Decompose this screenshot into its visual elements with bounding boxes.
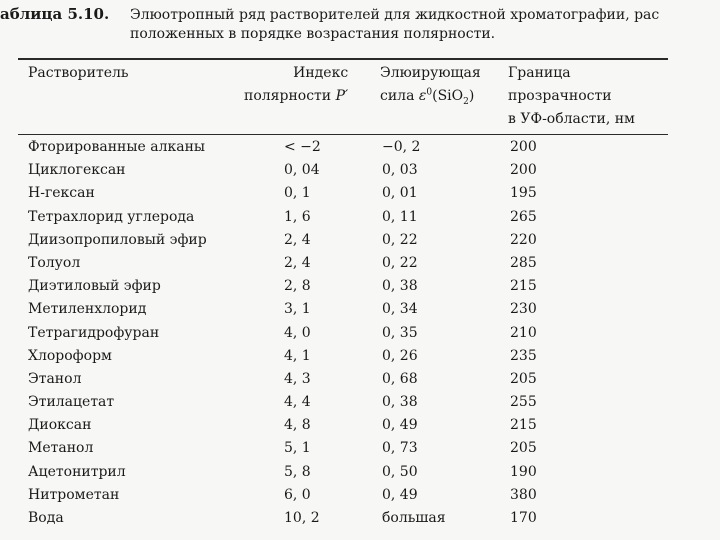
table-row xyxy=(0,136,720,159)
header-index-line2 xyxy=(244,85,348,108)
header-index-symbol: P′ xyxy=(335,88,349,104)
polarity-index-cell: 4, 4 xyxy=(284,394,311,411)
solvent-name-cell: Фторированные алканы xyxy=(28,139,206,155)
table-row xyxy=(0,368,720,391)
polarity-index-cell: 1, 6 xyxy=(284,208,311,225)
polarity-index-cell: 0, 1 xyxy=(284,185,311,202)
polarity-index-cell: 0, 04 xyxy=(284,162,320,179)
header-limit-line1: Граница xyxy=(508,65,571,81)
solvent-name-cell: Вода xyxy=(28,510,64,526)
polarity-index-cell: 6, 0 xyxy=(284,486,311,503)
table-top-rule xyxy=(18,58,668,60)
uv-cutoff-cell: 285 xyxy=(510,254,537,271)
table-row xyxy=(0,159,720,182)
eluent-strength-cell: 0, 34 xyxy=(382,301,418,318)
table-body xyxy=(0,136,720,530)
uv-cutoff-cell: 380 xyxy=(510,486,537,503)
solvent-name-cell: Н-гексан xyxy=(28,185,95,202)
table-row xyxy=(0,391,720,414)
polarity-index-cell: 2, 4 xyxy=(284,254,311,271)
header-eluent-symbol: ε xyxy=(418,88,427,104)
uv-cutoff-cell: 265 xyxy=(510,208,537,225)
header-eluent-sub: 2 xyxy=(463,96,469,107)
header-eluent-sup: 0 xyxy=(426,87,433,98)
header-eluent-strength xyxy=(380,62,481,108)
header-limit-line2: прозрачности xyxy=(508,88,612,104)
header-eluent-word: сила xyxy=(380,88,415,104)
table-row xyxy=(0,507,720,530)
polarity-index-cell: < −2 xyxy=(284,139,321,155)
header-solvent-label: Растворитель xyxy=(28,65,129,81)
solvent-name-cell: Этилацетат xyxy=(28,394,115,411)
table-row xyxy=(0,484,720,507)
polarity-index-cell: 5, 8 xyxy=(284,463,311,480)
uv-cutoff-cell: 220 xyxy=(510,231,537,248)
solvent-name-cell: Этанол xyxy=(28,370,82,387)
eluent-strength-cell: 0, 73 xyxy=(382,440,418,457)
solvent-name-cell: Тетрахлорид углерода xyxy=(28,208,195,225)
polarity-index-cell: 2, 8 xyxy=(284,278,311,295)
eluent-strength-cell: 0, 01 xyxy=(382,185,418,202)
solvent-name-cell: Толуол xyxy=(28,254,81,271)
eluent-strength-cell: 0, 35 xyxy=(382,324,418,341)
eluent-strength-cell: −0, 2 xyxy=(382,139,421,155)
table-row xyxy=(0,275,720,298)
uv-cutoff-cell: 200 xyxy=(510,162,537,179)
polarity-index-cell: 5, 1 xyxy=(284,440,311,457)
header-eluent-close: ) xyxy=(468,88,475,104)
solvent-name-cell: Циклогексан xyxy=(28,162,126,179)
eluent-strength-cell: большая xyxy=(382,510,446,526)
uv-cutoff-cell: 170 xyxy=(510,510,537,526)
solvent-name-cell: Ацетонитрил xyxy=(28,463,126,480)
solvent-name-cell: Диизопропиловый эфир xyxy=(28,231,207,248)
table-row xyxy=(0,322,720,345)
eluent-strength-cell: 0, 49 xyxy=(382,486,418,503)
table-caption xyxy=(0,4,720,44)
caption-line-2 xyxy=(0,24,720,44)
table-row xyxy=(0,437,720,460)
header-eluent-line2 xyxy=(380,85,481,108)
caption-text-1: Элюотропный ряд растворителей для жидкостной хроматографии, рас xyxy=(130,7,660,23)
eluent-strength-cell: 0, 38 xyxy=(382,278,418,295)
uv-cutoff-cell: 255 xyxy=(510,394,537,411)
eluent-strength-cell: 0, 26 xyxy=(382,347,418,364)
solvent-name-cell: Тетрагидрофуран xyxy=(28,324,160,341)
table-row xyxy=(0,345,720,368)
header-uv-limit xyxy=(508,62,635,131)
solvent-name-cell: Диоксан xyxy=(28,417,92,434)
solvent-name-cell: Метанол xyxy=(28,440,94,457)
uv-cutoff-cell: 200 xyxy=(510,139,537,155)
eluent-strength-cell: 0, 22 xyxy=(382,254,418,271)
solvent-name-cell: Диэтиловый эфир xyxy=(28,278,161,295)
eluent-strength-cell: 0, 68 xyxy=(382,370,418,387)
table-row xyxy=(0,206,720,229)
polarity-index-cell: 4, 8 xyxy=(284,417,311,434)
header-index-line1: Индекс xyxy=(293,65,349,81)
header-index-word: полярности xyxy=(244,88,332,104)
polarity-index-cell: 4, 1 xyxy=(284,347,311,364)
uv-cutoff-cell: 190 xyxy=(510,463,537,480)
polarity-index-cell: 10, 2 xyxy=(284,510,320,526)
table-header-rule xyxy=(18,134,668,135)
uv-cutoff-cell: 205 xyxy=(510,370,537,387)
uv-cutoff-cell: 215 xyxy=(510,417,537,434)
table-row xyxy=(0,298,720,321)
uv-cutoff-cell: 215 xyxy=(510,278,537,295)
eluent-strength-cell: 0, 38 xyxy=(382,394,418,411)
header-solvent xyxy=(28,62,129,85)
polarity-index-cell: 4, 0 xyxy=(284,324,311,341)
uv-cutoff-cell: 210 xyxy=(510,324,537,341)
solvent-name-cell: Хлороформ xyxy=(28,347,112,364)
header-eluent-line1: Элюирующая xyxy=(380,65,481,81)
table-number: аблица 5.10. xyxy=(0,5,110,23)
table-row xyxy=(0,461,720,484)
solvent-name-cell: Нитрометан xyxy=(28,486,120,503)
header-limit-line3: в УФ-области, нм xyxy=(508,111,635,127)
eluent-strength-cell: 0, 11 xyxy=(382,208,418,225)
uv-cutoff-cell: 235 xyxy=(510,347,537,364)
eluent-strength-cell: 0, 22 xyxy=(382,231,418,248)
header-polarity-index xyxy=(244,62,348,108)
caption-text-2: положенных в порядке возрастания полярности. xyxy=(130,26,496,42)
uv-cutoff-cell: 205 xyxy=(510,440,537,457)
solvent-name-cell: Метиленхлорид xyxy=(28,301,147,318)
eluent-strength-cell: 0, 50 xyxy=(382,463,418,480)
polarity-index-cell: 4, 3 xyxy=(284,370,311,387)
uv-cutoff-cell: 195 xyxy=(510,185,537,202)
table-row xyxy=(0,252,720,275)
header-eluent-formula: (SiO xyxy=(432,88,464,104)
table-row xyxy=(0,414,720,437)
polarity-index-cell: 2, 4 xyxy=(284,231,311,248)
uv-cutoff-cell: 230 xyxy=(510,301,537,318)
table-row xyxy=(0,229,720,252)
eluent-strength-cell: 0, 03 xyxy=(382,162,418,179)
polarity-index-cell: 3, 1 xyxy=(284,301,311,318)
caption-line-1 xyxy=(0,4,720,24)
eluent-strength-cell: 0, 49 xyxy=(382,417,418,434)
table-row xyxy=(0,182,720,205)
